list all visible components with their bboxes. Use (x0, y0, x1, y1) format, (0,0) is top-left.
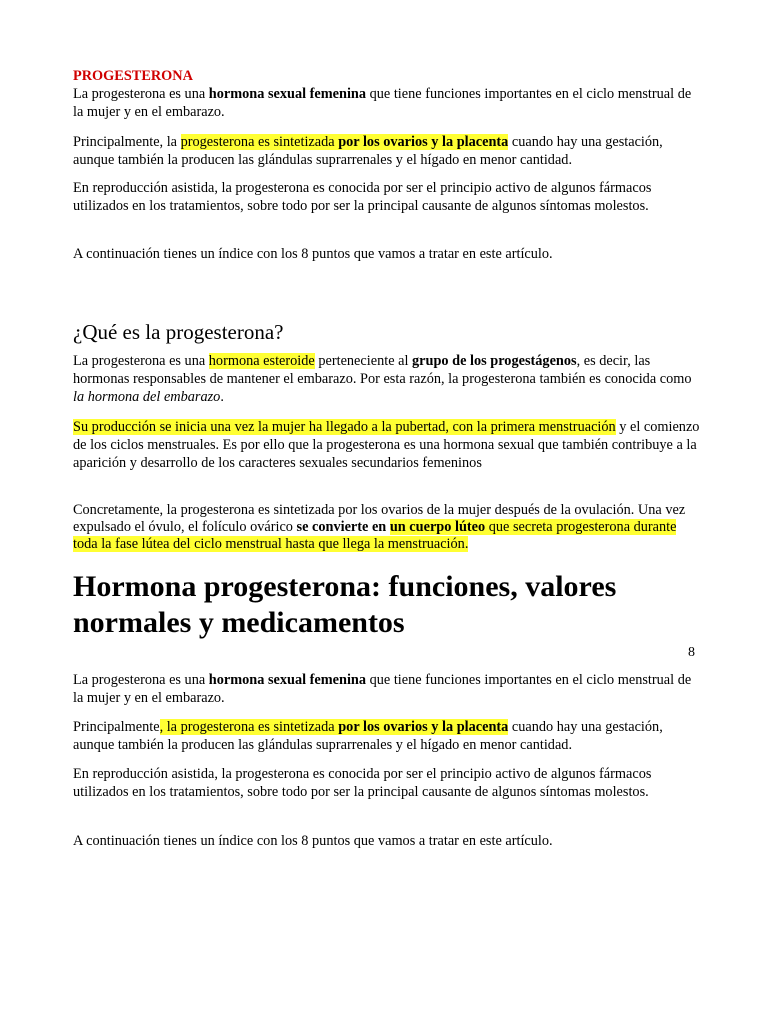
functions-paragraph-2: Principalmente, la progesterona es sintetizada por los ovarios y la placenta cuando hay una gestación, aunque también la producen las glándulas suprarrenales y el hígado en menor cantidad. (73, 719, 663, 753)
document-title: PROGESTERONA (73, 68, 193, 84)
section-what-is (73, 319, 703, 345)
intro-paragraph-4: A continuación tienes un índice con los 8 puntos que vamos a tratar en este artículo. (73, 246, 553, 262)
intro-paragraph-4-block (73, 245, 703, 263)
section-heading-functions: Hormona progesterona: funciones, valores normales y medicamentos (73, 570, 617, 639)
functions-paragraph-4: A continuación tienes un índice con los 8 puntos que vamos a tratar en este artículo. (73, 833, 553, 849)
intro-paragraph-3-block (73, 179, 703, 215)
what-is-paragraph-1: La progesterona es una hormona esteroide perteneciente al grupo de los progestágenos, es decir, las hormonas responsables de mantener el embarazo. Por esta razón, la progesterona también es conocida como la hormona del embarazo. (73, 353, 692, 405)
what-is-paragraph-2-block (73, 418, 703, 472)
functions-paragraph-4-block (73, 832, 703, 850)
intro-paragraph-3: En reproducción asistida, la progesterona es conocida por ser el principio activo de algunos fármacos utilizados en los tratamientos, sobre todo por ser la principal causante de algunos síntomas molestos. (73, 180, 652, 214)
section-intro (73, 68, 703, 121)
section-functions (73, 569, 703, 641)
functions-paragraph-2-block (73, 718, 703, 754)
functions-paragraph-3-block (73, 765, 703, 801)
what-is-paragraph-1-block (73, 352, 703, 406)
page-number: 8 (688, 645, 695, 660)
what-is-paragraph-2: Su producción se inicia una vez la mujer ha llegado a la pubertad, con la primera menstruación y el comienzo de los ciclos menstruales. Es por ello que la progesterona es una hormona sexual que también contribuye a la aparición y desarrollo de los caracteres sexuales secundarios femeninos (73, 419, 700, 471)
intro-paragraph-1: La progesterona es una hormona sexual femenina que tiene funciones importantes en el ciclo menstrual de la mujer y en el embarazo. (73, 86, 692, 120)
what-is-paragraph-3: Concretamente, la progesterona es sintetizada por los ovarios de la mujer después de la ovulación. Una vez expulsado el óvulo, el folículo ovárico se convierte en un cuerpo lúteo que secreta progesterona durante toda la fase lútea del ciclo menstrual hasta que llega la menstruación. (73, 502, 686, 552)
section-heading-what-is: ¿Qué es la progesterona? (73, 320, 284, 344)
what-is-paragraph-3-block (73, 502, 703, 553)
functions-paragraph-3: En reproducción asistida, la progesterona es conocida por ser el principio activo de algunos fármacos utilizados en los tratamientos, sobre todo por ser la principal causante de algunos síntomas molestos. (73, 766, 652, 800)
intro-paragraph-2-block (73, 133, 703, 169)
functions-paragraph-1: La progesterona es una hormona sexual femenina que tiene funciones importantes en el ciclo menstrual de la mujer y en el embarazo. (73, 672, 692, 706)
intro-paragraph-2: Principalmente, la progesterona es sintetizada por los ovarios y la placenta cuando hay una gestación, aunque también la producen las glándulas suprarrenales y el hígado en menor cantidad. (73, 134, 663, 168)
functions-paragraph-1-block (73, 671, 703, 707)
